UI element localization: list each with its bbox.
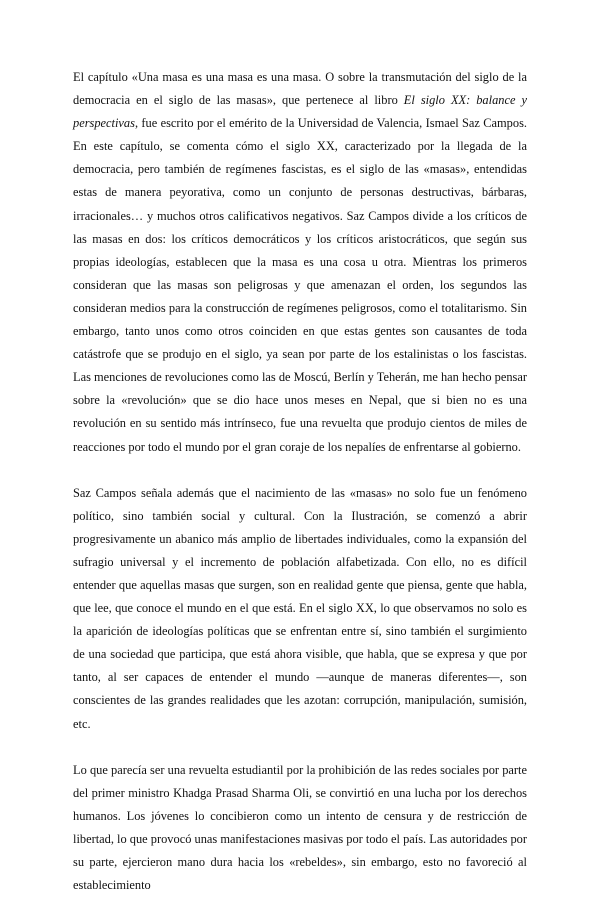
body-text [73, 66, 527, 920]
paragraph-3 [73, 759, 527, 898]
paragraph-1-intro: El capítulo «Una masa es una masa es una masa. O sobre la transmutación del siglo de la democracia en el siglo de las masas», que pertenece al libro [73, 70, 527, 108]
paragraph-1-body: , fue escrito por el emérito de la Universidad de Valencia, Ismael Saz Campos. En este capítulo, se comenta cómo el siglo XX, caracterizado por la llegada de la democracia, pero también de regímenes fascistas, es el siglo de las «masas», entendidas estas de manera peyorativa, como un conjunto de personas destructivas, bárbaras, irracionales… y muchos otros calificativos negativos. Saz Campos divide a los críticos de las masas en dos: los críticos democráticos y los críticos aristocráticos, que según sus propias ideologías, establecen que la masa es una cosa u otra. Mientras los primeros consideran que las masas son peligrosas y que amenazan el orden, los segundos las consideran medios para la construcción de regímenes peligrosos, como el totalitarismo. Sin embargo, tanto unos como otros coinciden en que estas gentes son causantes de toda catástrofe que se produjo en el siglo, ya sean por parte de los estalinistas o los fascistas. Las menciones de revoluciones como las de Moscú, Berlín y Teherán, me han hecho pensar sobre la «revolución» que se dio hace unos meses en Nepal, que si bien no es una revolución en su sentido más intrínseco, fue una revuelta que produjo cientos de miles de reacciones por todo el mundo por el gran coraje de los nepalíes de enfrentarse al gobierno. [73, 116, 527, 454]
paragraph-3-body: Lo que parecía ser una revuelta estudiantil por la prohibición de las redes sociales por parte del primer ministro Khadga Prasad Sharma Oli, se convirtió en una lucha por los derechos humanos. Los jóvenes lo concibieron como un intento de censura y de restricción de libertad, lo que provocó unas manifestaciones masivas por todo el país. Las autoridades por su parte, ejercieron mano dura hacia los «rebeldes», sin embargo, esto no favoreció al establecimiento [73, 762, 527, 893]
book-title: El siglo XX: balance y perspectivas [73, 93, 527, 131]
paragraph-2-body: Saz Campos señala además que el nacimiento de las «masas» no solo fue un fenómeno político, sino también social y cultural. Con la Ilustración, se comenzó a abrir progresivamente un abanico más amplio de libertades individuales, como la expansión del sufragio universal y el incremento de población alfabetizada. Con ello, no es difícil entender que aquellas masas que surgen, son en realidad gente que piensa, gente que habla, que lee, que conoce el mundo en el que está. En el siglo XX, lo que observamos no solo es la aparición de ideologías políticas que se enfrentan entre sí, sino también el surgimiento de una sociedad que participa, que está ahora visible, que habla, que se expresa y que por tanto, al ser capaces de entender el mundo —aunque de maneras diferentes—, son conscientes de las grandes realidades que les azotan: corrupción, manipulación, sumisión, etc. [73, 485, 527, 731]
paragraph-1 [73, 66, 527, 459]
paragraph-2 [73, 482, 527, 736]
